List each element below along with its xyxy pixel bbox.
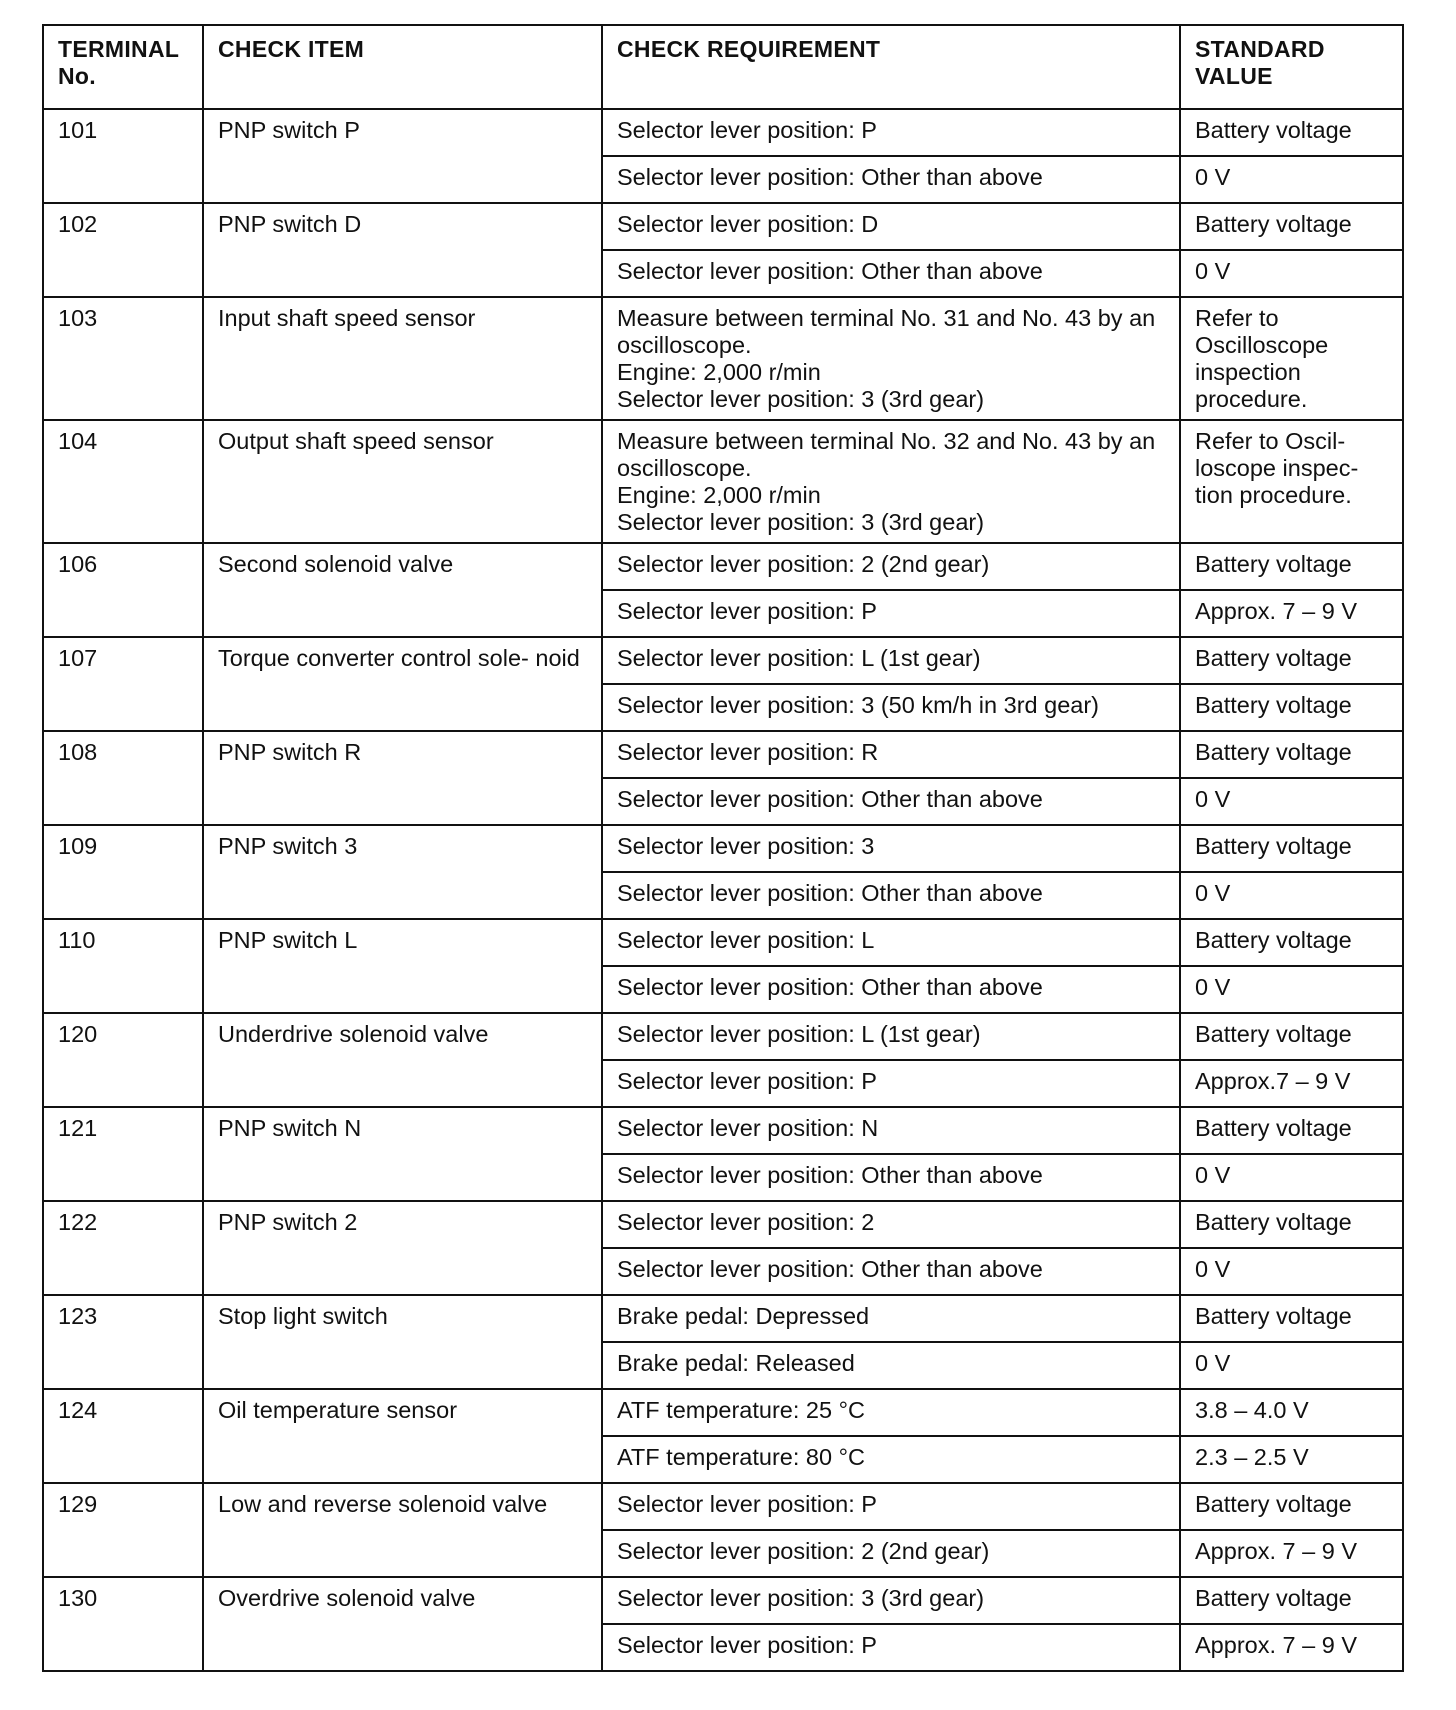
terminal-number-cell: 108 — [43, 731, 203, 825]
check-item-cell: Oil temperature sensor — [203, 1389, 602, 1483]
check-requirement-cell: Selector lever position: Other than above — [602, 778, 1180, 825]
check-requirement-cell: Selector lever position: P — [602, 1060, 1180, 1107]
standard-value-cell: Battery voltage — [1180, 1201, 1403, 1248]
table-row — [43, 1295, 1403, 1342]
standard-value-cell: Battery voltage — [1180, 203, 1403, 250]
table-row — [43, 1483, 1403, 1530]
check-requirement-cell: Selector lever position: P — [602, 1624, 1180, 1671]
standard-value-cell: Approx. 7 – 9 V — [1180, 1530, 1403, 1577]
check-item-cell: Underdrive solenoid valve — [203, 1013, 602, 1107]
check-requirement-cell: Selector lever position: Other than above — [602, 872, 1180, 919]
terminal-number-cell: 102 — [43, 203, 203, 297]
check-requirement-cell: ATF temperature: 25 °C — [602, 1389, 1180, 1436]
header-row — [43, 25, 1403, 109]
check-requirement-cell: Selector lever position: L — [602, 919, 1180, 966]
check-requirement-cell: Selector lever position: 3 (50 km/h in 3rd gear) — [602, 684, 1180, 731]
check-item-cell: Low and reverse solenoid valve — [203, 1483, 602, 1577]
standard-value-cell: 0 V — [1180, 250, 1403, 297]
check-requirement-cell: Measure between terminal No. 31 and No. 43 by an oscilloscope. Engine: 2,000 r/min Selector lever position: 3 (3rd gear) — [602, 297, 1180, 420]
table-row — [43, 1389, 1403, 1436]
table-row — [43, 1201, 1403, 1248]
table-row — [43, 1013, 1403, 1060]
terminal-number-cell: 130 — [43, 1577, 203, 1671]
check-requirement-cell: Selector lever position: 3 (3rd gear) — [602, 1577, 1180, 1624]
terminal-number-cell: 124 — [43, 1389, 203, 1483]
terminal-check-table — [42, 24, 1404, 1672]
check-requirement-cell: Selector lever position: D — [602, 203, 1180, 250]
check-requirement-cell: Selector lever position: 2 (2nd gear) — [602, 543, 1180, 590]
table-row — [43, 637, 1403, 684]
check-item-cell: PNP switch 3 — [203, 825, 602, 919]
table-header — [43, 25, 1403, 109]
check-requirement-cell: Selector lever position: Other than above — [602, 966, 1180, 1013]
check-requirement-cell: Selector lever position: Other than above — [602, 1154, 1180, 1201]
check-requirement-cell: Selector lever position: Other than above — [602, 1248, 1180, 1295]
standard-value-cell: Battery voltage — [1180, 919, 1403, 966]
terminal-number-cell: 122 — [43, 1201, 203, 1295]
standard-value-cell: Refer to Oscilloscope inspection procedure. — [1180, 297, 1403, 420]
header-standard-value: STANDARD VALUE — [1180, 25, 1403, 109]
check-item-cell: Stop light switch — [203, 1295, 602, 1389]
check-item-cell: PNP switch L — [203, 919, 602, 1013]
header-check-item: CHECK ITEM — [203, 25, 602, 109]
terminal-number-cell: 109 — [43, 825, 203, 919]
check-requirement-cell: Selector lever position: P — [602, 1483, 1180, 1530]
terminal-number-cell: 101 — [43, 109, 203, 203]
terminal-number-cell: 120 — [43, 1013, 203, 1107]
check-item-cell: PNP switch N — [203, 1107, 602, 1201]
check-requirement-cell: Selector lever position: L (1st gear) — [602, 637, 1180, 684]
table-row — [43, 420, 1403, 543]
terminal-number-cell: 110 — [43, 919, 203, 1013]
terminal-number-cell: 104 — [43, 420, 203, 543]
standard-value-cell: 0 V — [1180, 1342, 1403, 1389]
standard-value-cell: 0 V — [1180, 872, 1403, 919]
table-row — [43, 1577, 1403, 1624]
check-item-cell: PNP switch R — [203, 731, 602, 825]
table-row — [43, 109, 1403, 156]
check-requirement-cell: Selector lever position: R — [602, 731, 1180, 778]
table-row — [43, 297, 1403, 420]
standard-value-cell: Approx.7 – 9 V — [1180, 1060, 1403, 1107]
table-row — [43, 543, 1403, 590]
check-requirement-cell: Measure between terminal No. 32 and No. 43 by an oscilloscope. Engine: 2,000 r/min Selector lever position: 3 (3rd gear) — [602, 420, 1180, 543]
check-item-cell: PNP switch 2 — [203, 1201, 602, 1295]
table-body — [43, 109, 1403, 1671]
standard-value-cell: 0 V — [1180, 1248, 1403, 1295]
table-row — [43, 203, 1403, 250]
check-item-cell: Input shaft speed sensor — [203, 297, 602, 420]
terminal-number-cell: 107 — [43, 637, 203, 731]
check-requirement-cell: Selector lever position: 2 — [602, 1201, 1180, 1248]
check-requirement-cell: Brake pedal: Depressed — [602, 1295, 1180, 1342]
terminal-number-cell: 121 — [43, 1107, 203, 1201]
standard-value-cell: Battery voltage — [1180, 1295, 1403, 1342]
standard-value-cell: Battery voltage — [1180, 543, 1403, 590]
standard-value-cell: 0 V — [1180, 778, 1403, 825]
check-item-cell: Overdrive solenoid valve — [203, 1577, 602, 1671]
check-item-cell: PNP switch P — [203, 109, 602, 203]
terminal-number-cell: 103 — [43, 297, 203, 420]
check-requirement-cell: Selector lever position: P — [602, 109, 1180, 156]
check-requirement-cell: Selector lever position: L (1st gear) — [602, 1013, 1180, 1060]
check-item-cell: Output shaft speed sensor — [203, 420, 602, 543]
check-item-cell: Torque converter control sole- noid — [203, 637, 602, 731]
check-item-cell: Second solenoid valve — [203, 543, 602, 637]
standard-value-cell: Battery voltage — [1180, 1107, 1403, 1154]
header-check-requirement: CHECK REQUIREMENT — [602, 25, 1180, 109]
standard-value-cell: Battery voltage — [1180, 1483, 1403, 1530]
standard-value-cell: Battery voltage — [1180, 1577, 1403, 1624]
terminal-number-cell: 129 — [43, 1483, 203, 1577]
check-requirement-cell: Selector lever position: Other than above — [602, 250, 1180, 297]
terminal-number-cell: 123 — [43, 1295, 203, 1389]
terminal-number-cell: 106 — [43, 543, 203, 637]
check-item-cell: PNP switch D — [203, 203, 602, 297]
standard-value-cell: Battery voltage — [1180, 731, 1403, 778]
standard-value-cell: Battery voltage — [1180, 637, 1403, 684]
check-requirement-cell: ATF temperature: 80 °C — [602, 1436, 1180, 1483]
check-requirement-cell: Selector lever position: 3 — [602, 825, 1180, 872]
standard-value-cell: Battery voltage — [1180, 684, 1403, 731]
check-requirement-cell: Selector lever position: P — [602, 590, 1180, 637]
table-row — [43, 731, 1403, 778]
check-requirement-cell: Selector lever position: 2 (2nd gear) — [602, 1530, 1180, 1577]
standard-value-cell: Battery voltage — [1180, 825, 1403, 872]
document-page — [42, 24, 1402, 1672]
standard-value-cell: 0 V — [1180, 1154, 1403, 1201]
standard-value-cell: 2.3 – 2.5 V — [1180, 1436, 1403, 1483]
check-requirement-cell: Selector lever position: N — [602, 1107, 1180, 1154]
table-row — [43, 1107, 1403, 1154]
standard-value-cell: Battery voltage — [1180, 1013, 1403, 1060]
standard-value-cell: Refer to Oscil- loscope inspec- tion procedure. — [1180, 420, 1403, 543]
standard-value-cell: Approx. 7 – 9 V — [1180, 590, 1403, 637]
table-row — [43, 825, 1403, 872]
standard-value-cell: 0 V — [1180, 966, 1403, 1013]
check-requirement-cell: Selector lever position: Other than above — [602, 156, 1180, 203]
standard-value-cell: Approx. 7 – 9 V — [1180, 1624, 1403, 1671]
standard-value-cell: Battery voltage — [1180, 109, 1403, 156]
header-terminal-no: TERMINAL No. — [43, 25, 203, 109]
standard-value-cell: 0 V — [1180, 156, 1403, 203]
standard-value-cell: 3.8 – 4.0 V — [1180, 1389, 1403, 1436]
check-requirement-cell: Brake pedal: Released — [602, 1342, 1180, 1389]
table-row — [43, 919, 1403, 966]
